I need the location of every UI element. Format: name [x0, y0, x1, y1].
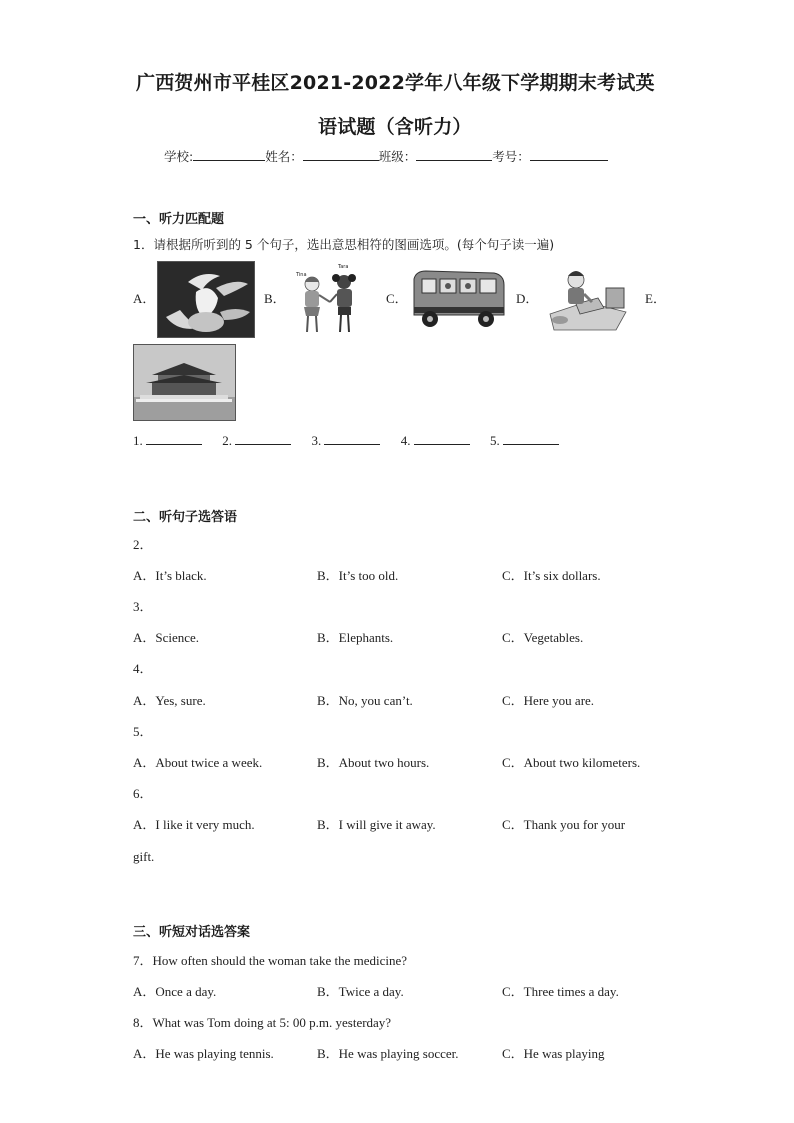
class-blank[interactable] [416, 146, 492, 161]
question-4-option-a[interactable]: A．Yes, sure. [133, 693, 206, 708]
answer-4-blank[interactable] [414, 432, 470, 445]
name-label: 姓名： [265, 149, 303, 164]
question-8-stem: 8．What was Tom doing at 5: 00 p.m. yesterday? [133, 1015, 392, 1030]
answer-5-blank[interactable] [503, 432, 559, 445]
id-label: 考号： [492, 149, 530, 164]
question-5-option-b[interactable]: B．About two hours. [317, 755, 430, 770]
question-7-option-c[interactable]: C．Three times a day. [502, 984, 619, 999]
question-5-option-a[interactable]: A．About twice a week. [133, 755, 263, 770]
question-2-number: 2． [133, 537, 153, 552]
option-b-label: B． [264, 291, 286, 306]
question-6-option-c-continued: gift. [133, 849, 155, 864]
answer-5-label: 5. [490, 433, 500, 448]
class-label: 班级： [378, 149, 417, 164]
question-8-option-c[interactable]: C．He was playing [502, 1046, 605, 1061]
answer-2-label: 2. [222, 433, 232, 448]
section2-heading: 二、听句子选答语 [133, 510, 238, 525]
question-2-option-c[interactable]: C．It’s six dollars. [502, 568, 601, 583]
question-8-option-a[interactable]: A．He was playing tennis. [133, 1046, 274, 1061]
question-8-option-b[interactable]: B．He was playing soccer. [317, 1046, 459, 1061]
question-7-stem: 7．How often should the woman take the medicine? [133, 953, 408, 968]
id-blank[interactable] [530, 146, 608, 161]
picture-c-bus [410, 269, 506, 331]
answer-4-label: 4. [400, 433, 411, 448]
page-title-line1: 广西贺州市平桂区2021-2022学年八年级下学期期末考试英 [136, 72, 655, 94]
question-4-option-b[interactable]: B．No, you can’t. [317, 693, 413, 708]
picture-b-name-2: Tara [338, 264, 349, 270]
option-c-label: C． [386, 291, 408, 306]
section3-heading: 三、听短对话选答案 [133, 925, 251, 940]
answer-1-label: 1. [133, 433, 143, 448]
question-5-option-c[interactable]: C．About two kilometers. [502, 755, 641, 770]
question-3-option-a[interactable]: A．Science. [133, 630, 200, 645]
question-6-option-b[interactable]: B．I will give it away. [317, 817, 436, 832]
answer-3-blank[interactable] [324, 432, 380, 445]
question-3-option-c[interactable]: C．Vegetables. [502, 630, 584, 645]
question-3-option-b[interactable]: B．Elephants. [317, 630, 394, 645]
picture-b-name-1: Tina [296, 272, 307, 278]
question-6-option-c[interactable]: C．Thank you for your [502, 817, 626, 832]
question-6-number: 6． [133, 786, 153, 801]
answer-2-blank[interactable] [235, 432, 291, 445]
section1-instruction: 1．请根据所听到的 5 个句子，选出意思相符的图画选项。(每个句子读一遍) [133, 237, 555, 252]
option-e-label: E． [645, 291, 666, 306]
question-2-option-a[interactable]: A．It’s black. [133, 568, 207, 583]
name-blank[interactable] [303, 146, 379, 161]
question-7-option-a[interactable]: A．Once a day. [133, 984, 217, 999]
question-4-number: 4． [133, 661, 153, 676]
answer-3-label: 3. [311, 433, 322, 448]
student-info-line [164, 146, 608, 165]
question-7-option-b[interactable]: B．Twice a day. [317, 984, 404, 999]
question-6-option-a[interactable]: A．I like it very much. [133, 817, 255, 832]
answer-blanks-row [133, 432, 559, 449]
picture-b-two-girls [290, 262, 370, 338]
question-2-option-b[interactable]: B．It’s too old. [317, 568, 399, 583]
question-3-number: 3． [133, 599, 153, 614]
option-d-label: D． [516, 291, 539, 306]
question-5-number: 5． [133, 724, 153, 739]
question-4-option-c[interactable]: C．Here you are. [502, 693, 595, 708]
answer-1-blank[interactable] [146, 432, 202, 445]
picture-e-palace [133, 344, 236, 421]
option-a-label: A． [133, 291, 156, 306]
school-blank[interactable] [193, 146, 265, 161]
section1-heading: 一、听力匹配题 [133, 212, 225, 227]
page-title-line2: 语试题（含听力） [318, 116, 472, 138]
picture-d-boy-computer [546, 264, 630, 336]
school-label: 学校: [164, 149, 194, 164]
picture-a-bananas [157, 261, 255, 338]
